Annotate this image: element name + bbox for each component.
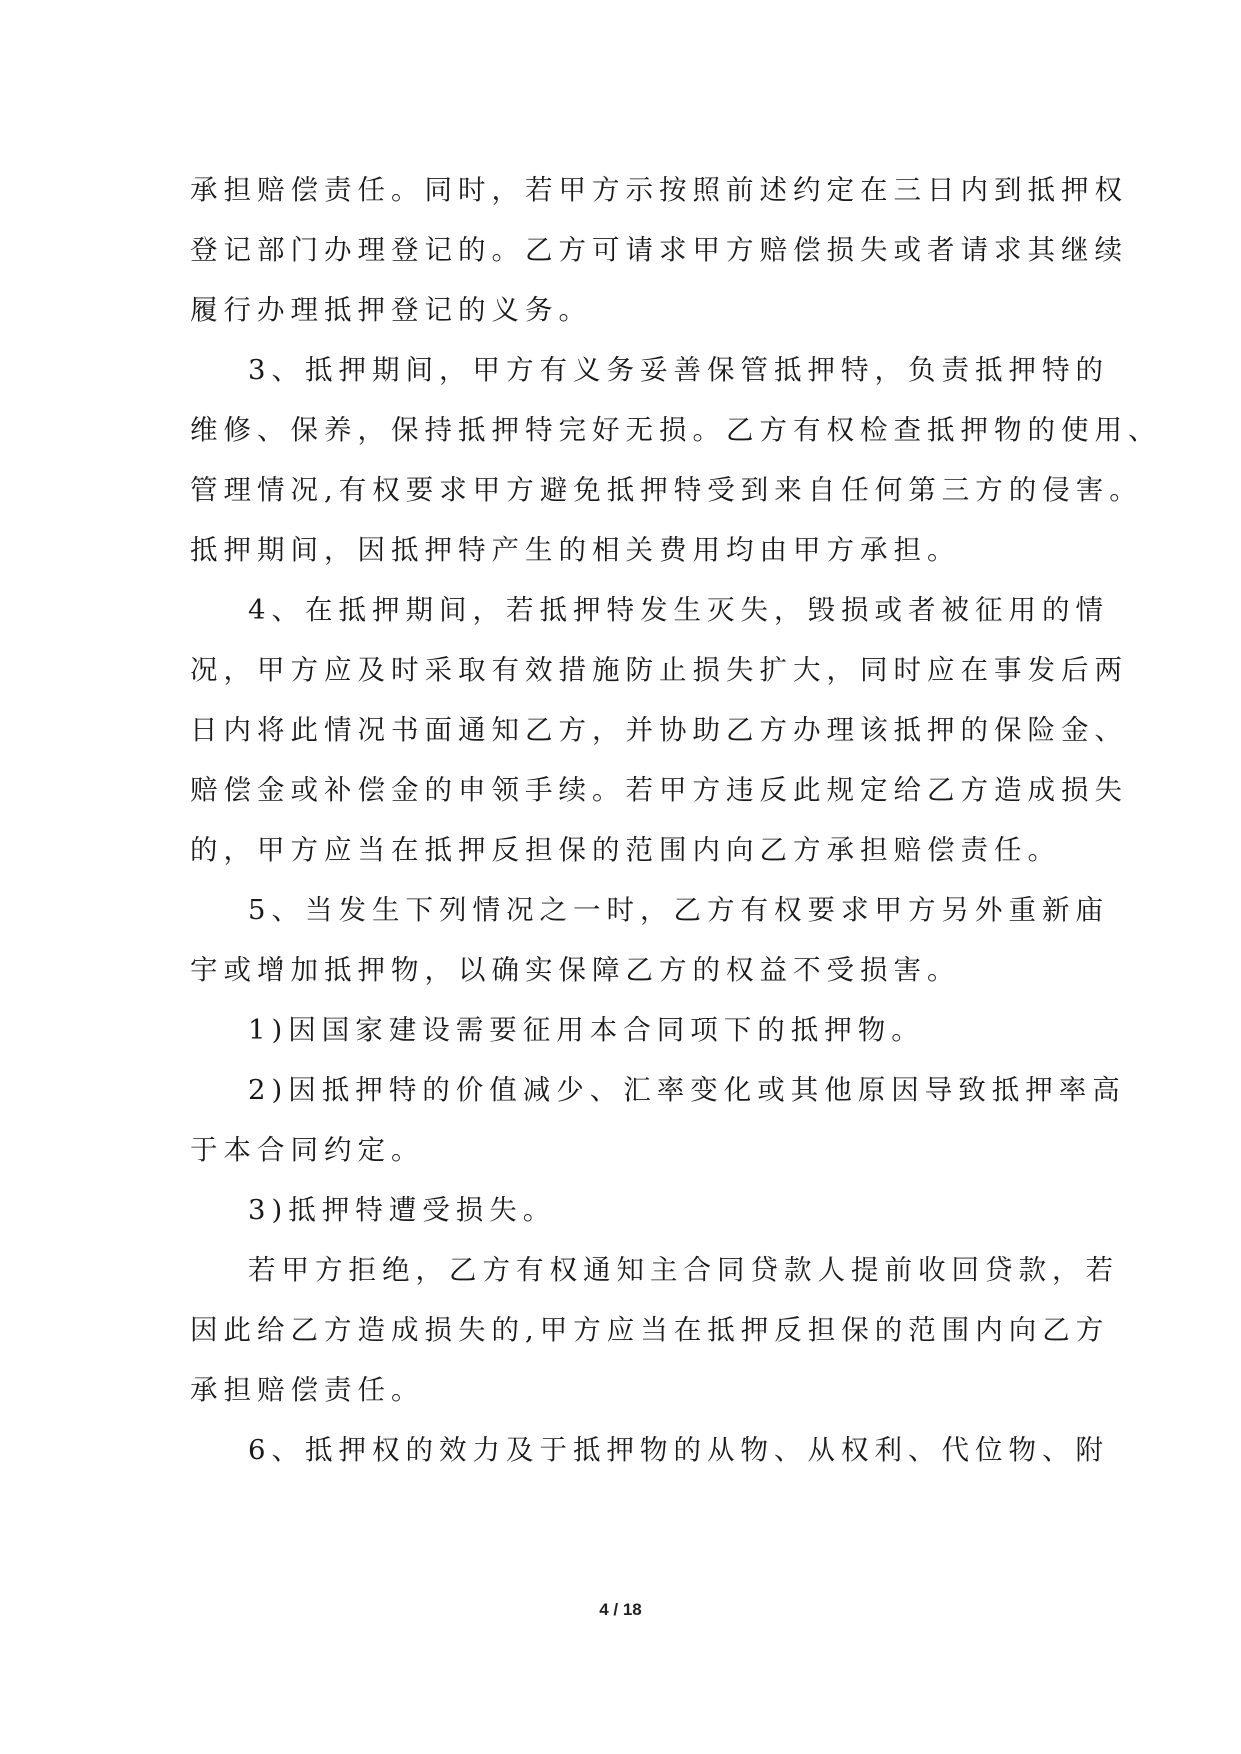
text-line: 若甲方拒绝，乙方有权通知主合同贷款人提前收回贷款，若	[248, 1254, 1119, 1286]
text-line: 5、当发生下列情况之一时，乙方有权要求甲方另外重新庙	[248, 894, 1109, 926]
text-line: 的，甲方应当在抵押反担保的范围内向乙方承担赔偿责任。	[190, 834, 1061, 866]
text-line: 管理情况,有权要求甲方避免抵押特受到来自任何第三方的侵害。	[190, 474, 1143, 506]
text-line: 抵押期间，因抵押特产生的相关费用均由甲方承担。	[190, 534, 961, 566]
text-line: 于本合同约定。	[190, 1134, 425, 1166]
text-line: 承担赔偿责任。同时，若甲方示按照前述约定在三日内到抵押权	[190, 174, 1128, 206]
text-line: 3)抵押特遭受损失。	[248, 1194, 557, 1226]
text-line: 4、在抵押期间，若抵押特发生灭失，毁损或者被征用的情	[248, 594, 1109, 626]
text-line: 日内将此情况书面通知乙方，并协助乙方办理该抵押的保险金、	[190, 714, 1128, 746]
body-text	[190, 160, 1162, 1480]
text-line: 3、抵押期间，甲方有义务妥善保管抵押特，负责抵押特的	[248, 354, 1109, 386]
text-line: 赔偿金或补偿金的申领手续。若甲方违反此规定给乙方造成损失	[190, 774, 1128, 806]
text-line: 维修、保养，保持抵押特完好无损。乙方有权检查抵押物的使用、	[190, 414, 1162, 446]
text-line: 履行办理抵押登记的义务。	[190, 294, 592, 326]
text-line: 2)因抵押特的价值减少、汇率变化或其他原因导致抵押率高	[248, 1074, 1126, 1106]
page-number: 4 / 18	[599, 1600, 642, 1619]
text-line: 宇或增加抵押物，以确实保障乙方的权益不受损害。	[190, 954, 961, 986]
text-line: 登记部门办理登记的。乙方可请求甲方赔偿损失或者请求其继续	[190, 234, 1128, 266]
text-line: 1)因国家建设需要征用本合同项下的抵押物。	[248, 1014, 925, 1046]
text-line: 承担赔偿责任。	[190, 1374, 425, 1406]
text-line: 因此给乙方造成损失的,甲方应当在抵押反担保的范围内向乙方	[190, 1314, 1110, 1346]
text-line: 况，甲方应及时采取有效措施防止损失扩大，同时应在事发后两	[190, 654, 1128, 686]
text-line: 6、抵押权的效力及于抵押物的从物、从权利、代位物、附	[248, 1434, 1109, 1466]
